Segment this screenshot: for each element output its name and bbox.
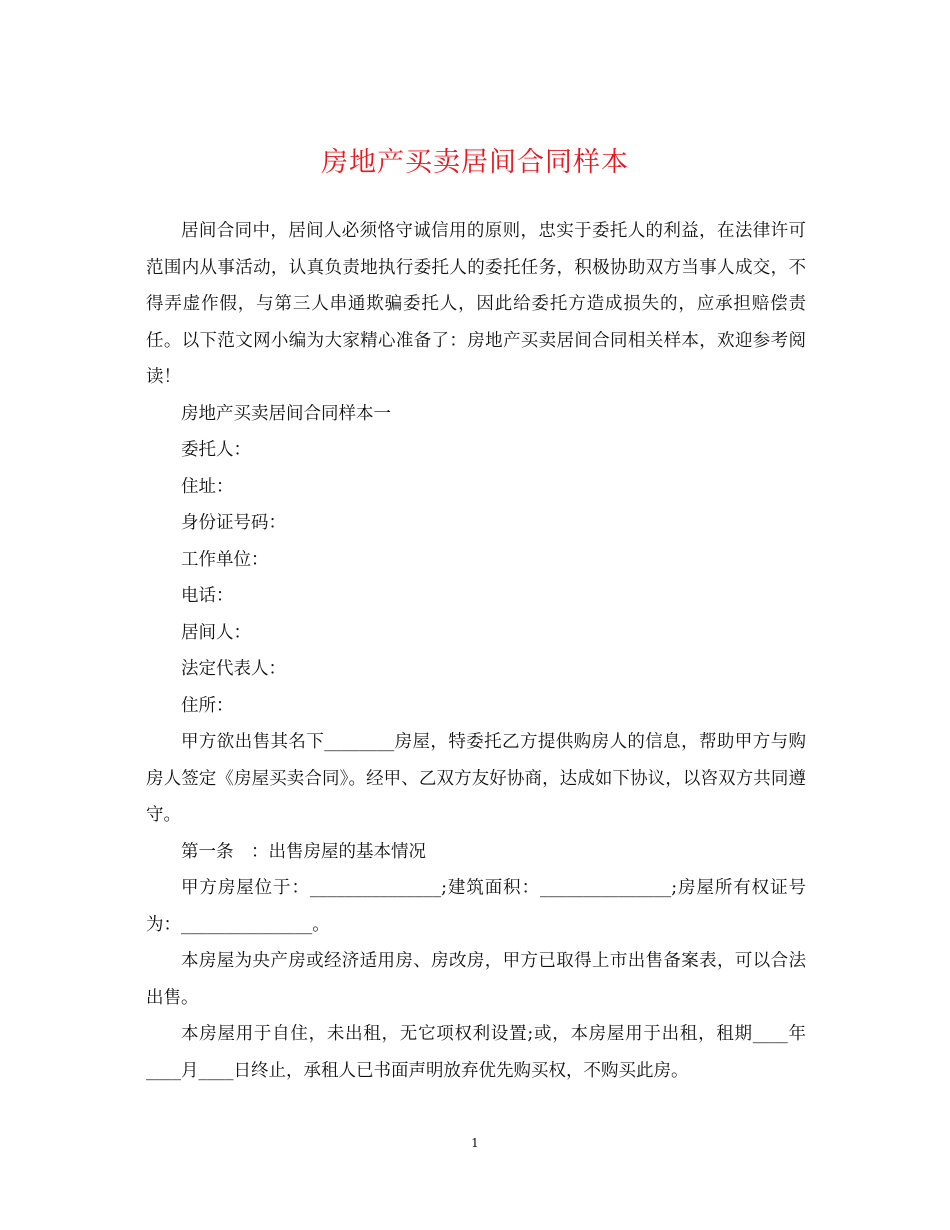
field-residence: 住所：: [181, 695, 234, 716]
field-legal-representative: 法定代表人：: [181, 659, 286, 679]
document-title: 房地产买卖居间合同样本: [321, 147, 629, 178]
page-number: 1: [471, 1136, 479, 1150]
article-heading: 第一条 ：出售房屋的基本情况: [181, 841, 426, 862]
field-intermediary: 居间人：: [181, 622, 251, 643]
property-location-paragraph: 甲方房屋位于：_______________;建筑面积：_______________;房屋所有权证号为：_______________。: [146, 878, 806, 935]
property-type-paragraph: 本房屋为央产房或经济适用房、房改房，甲方已取得上市出售备案表，可以合法出售。: [146, 951, 806, 1008]
field-address: 住址：: [181, 476, 234, 497]
document-body: [146, 213, 806, 1089]
field-employer: 工作单位：: [181, 549, 269, 570]
intro-paragraph: 居间合同中，居间人必须恪守诚信用的原则，忠实于委托人的利益，在法律许可范围内从事活动，认真负责地执行委托人的委托任务，积极协助双方当事人成交，不得弄虚作假，与第三人串通欺骗委托人，因此给委托方造成损失的，应承担赔偿责任。以下范文网小编为大家精心准备了：房地产买卖居间合同相关样本，欢迎参考阅读！: [146, 221, 806, 387]
field-phone: 电话：: [181, 586, 234, 606]
agreement-paragraph: 甲方欲出售其名下________房屋，特委托乙方提供购房人的信息，帮助甲方与购房人签定《房屋买卖合同》。经甲、乙双方友好协商，达成如下协议，以咨双方共同遵守。: [146, 732, 806, 825]
sample-heading: 房地产买卖居间合同样本一: [181, 403, 391, 424]
field-client: 委托人：: [181, 440, 251, 460]
field-id-number: 身份证号码：: [181, 513, 286, 533]
property-usage-paragraph: 本房屋用于自住，未出租，无它项权利设置;或，本房屋用于出租，租期____年____月____日终止，承租人已书面声明放弃优先购买权，不购买此房。: [146, 1024, 806, 1081]
